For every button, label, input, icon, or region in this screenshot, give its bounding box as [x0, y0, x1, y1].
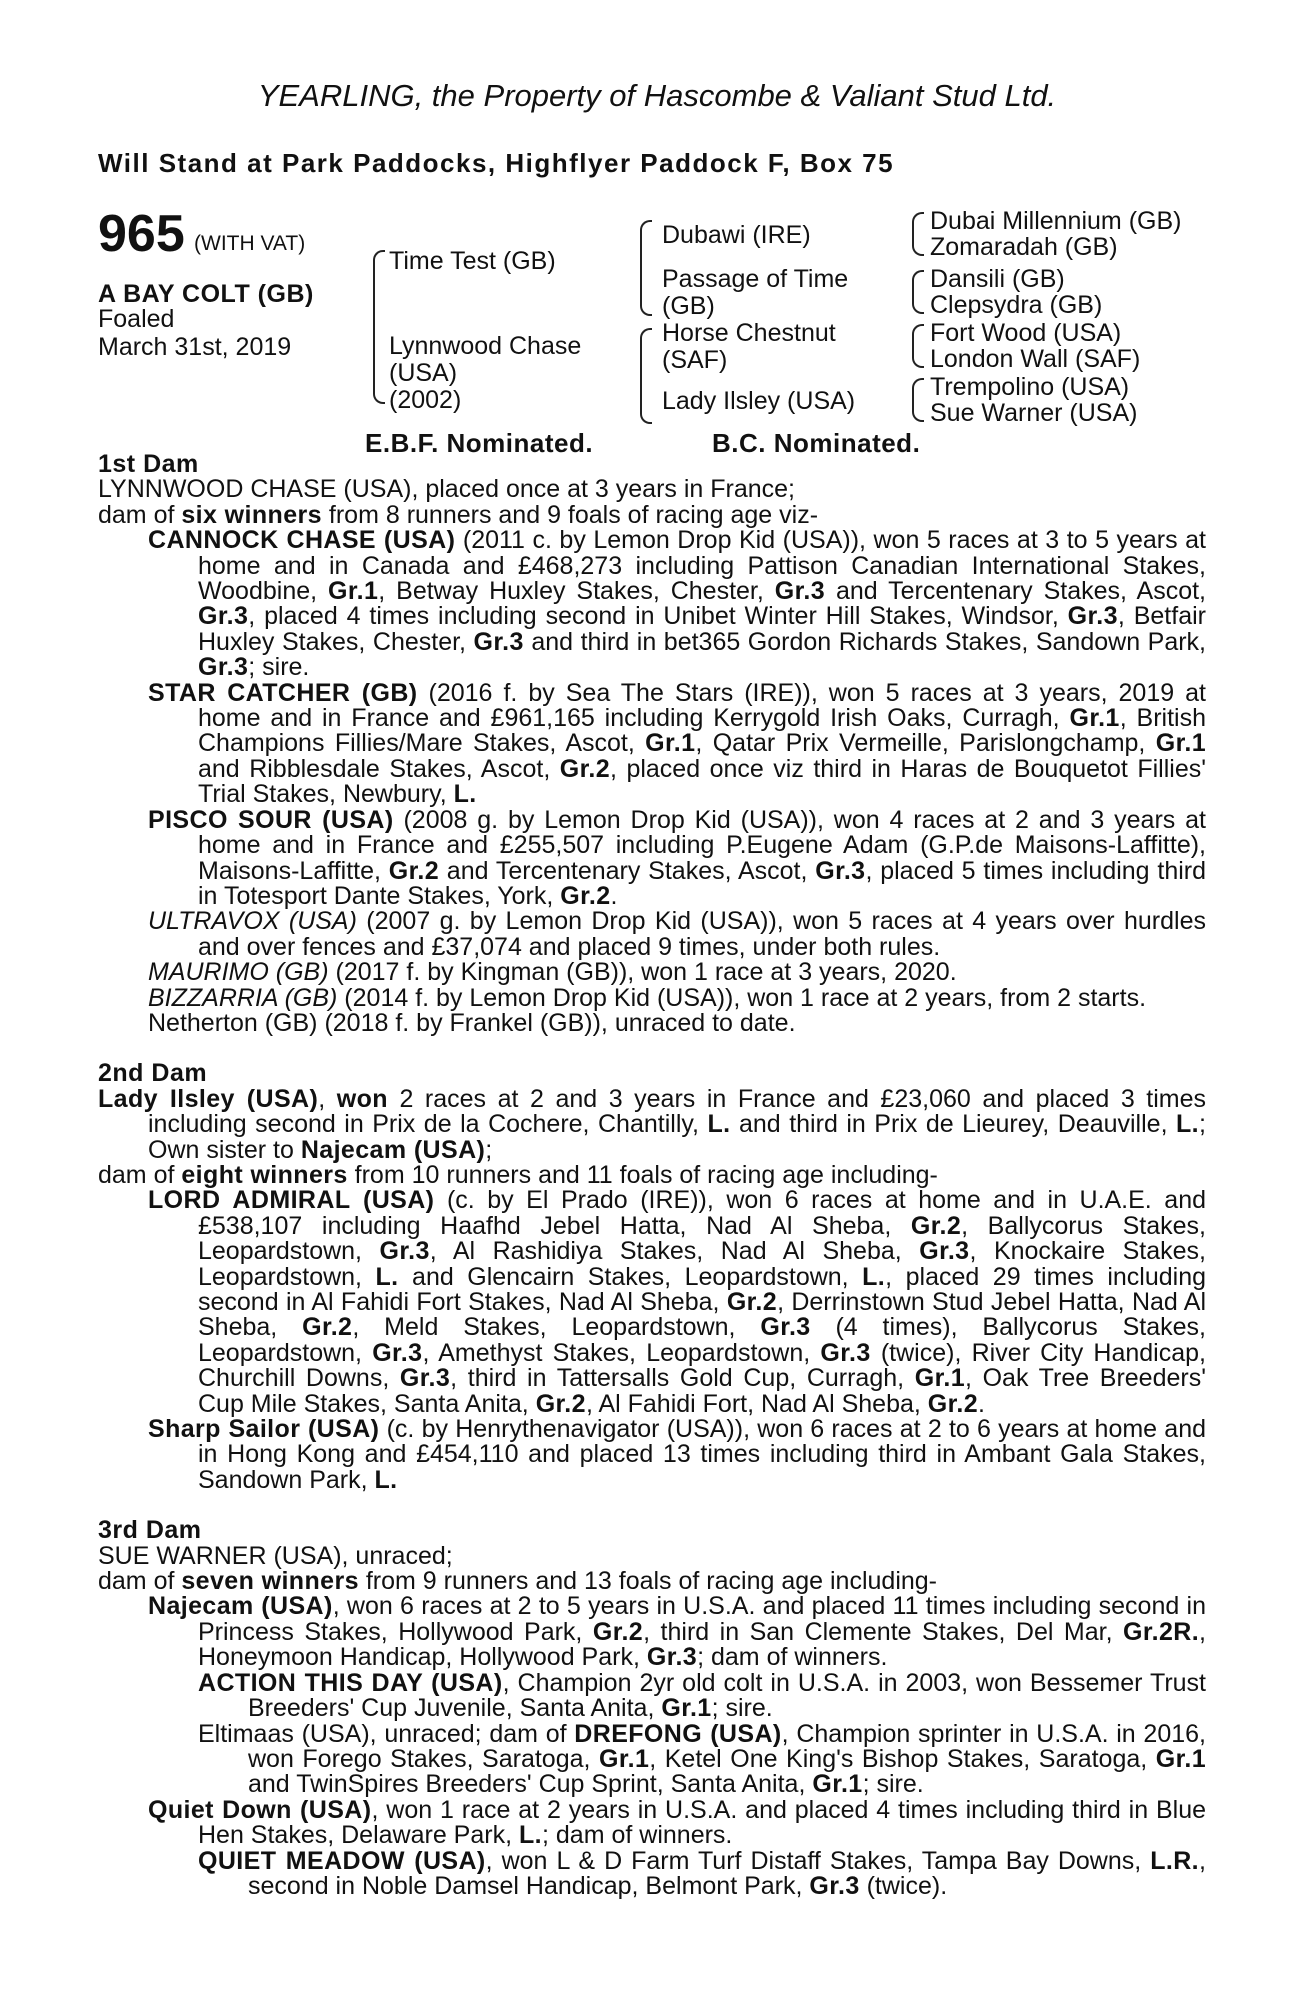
- foaled-date: March 31st, 2019: [98, 333, 292, 361]
- list-item: Sharp Sailor (USA) (c. by Henrythenavigator (USA)), won 6 races at 2 to 6 years at home and in Hong Kong and £454,110 and placed 13 times including third in Ambant Gala Stakes, Sandown Park, L.: [148, 1415, 1206, 1494]
- list-item: Eltimaas (USA), unraced; dam of DREFONG (USA), Champion sprinter in U.S.A. in 2016, won Forego Stakes, Saratoga, Gr.1, Ketel One King's Bishop Stakes, Saratoga, Gr.1 and TwinSpires Breeders' Cup Sprint, Santa Anita, Gr.1; sire.: [198, 1719, 1206, 1799]
- ggs-3: Dansili (GB): [930, 265, 1065, 293]
- second-dam-title: 2nd Dam: [98, 1059, 208, 1088]
- sire-sire: Dubawi (IRE): [662, 221, 811, 249]
- list-item: MAURIMO (GB) (2017 f. by Kingman (GB)), won 1 race at 3 years, 2020.: [148, 958, 957, 987]
- list-item: QUIET MEADOW (USA), won L & D Farm Turf Distaff Stakes, Tampa Bay Downs, L.R., second in Noble Damsel Handicap, Belmont Park, Gr.3 (twice).: [198, 1846, 1206, 1900]
- list-item: STAR CATCHER (GB) (2016 f. by Sea The Stars (IRE)), won 5 races at 3 years, 2019 at home and in France and £961,165 including Kerrygold Irish Oaks, Curragh, Gr.1, British Champions Fillies/Mare Stakes, Ascot, Gr.1, Qatar Prix Vermeille, Parislongchamp, Gr.1 and Ribblesdale Stakes, Ascot, Gr.2, placed once viz third in Haras de Bouquetot Fillies' Trial Stakes, Newbury, L.: [148, 678, 1206, 809]
- ggs-6: London Wall (SAF): [930, 345, 1141, 373]
- list-item: Netherton (GB) (2018 f. by Frankel (GB)), unraced to date.: [148, 1008, 796, 1037]
- ggs-4: Clepsydra (GB): [930, 291, 1103, 319]
- foaled-info: [98, 305, 291, 361]
- ebf-nominated: E.B.F. Nominated.: [365, 428, 594, 458]
- sire-dam: [662, 266, 848, 320]
- sire-dam-brace-icon: [373, 250, 385, 404]
- lot-number: 965: [98, 205, 185, 263]
- dam-sire-line1: Horse Chestnut: [662, 319, 836, 347]
- list-item: ACTION THIS DAY (USA), Champion 2yr old colt in U.S.A. in 2003, won Bessemer Trust Breeders' Cup Juvenile, Santa Anita, Gr.1; sire.: [198, 1668, 1206, 1723]
- ggs-5: Fort Wood (USA): [930, 319, 1122, 347]
- third-dam-line: SUE WARNER (USA), unraced;: [98, 1541, 453, 1570]
- foaled-label: Foaled: [98, 305, 175, 333]
- ggs-1: Dubai Millennium (GB): [930, 207, 1182, 235]
- list-item: Najecam (USA), won 6 races at 2 to 5 years in U.S.A. and placed 11 times including second in Princess Stakes, Hollywood Park, Gr.2, third in San Clemente Stakes, Del Mar, Gr.2R., Honeymoon Handicap, Hollywood Park, Gr.3; dam of winners.: [148, 1592, 1206, 1672]
- sire-dam-line2: (GB): [662, 292, 715, 320]
- stand-location: Will Stand at Park Paddocks, Highflyer Paddock F, Box 75: [98, 148, 895, 178]
- ggs-2: Zomaradah (GB): [930, 233, 1118, 261]
- list-item: CANNOCK CHASE (USA) (2011 c. by Lemon Drop Kid (USA)), won 5 races at 3 to 5 years at home and in Canada and £468,273 including Pattison Canadian International Stakes, Woodbine, Gr.1, Betway Huxley Stakes, Chester, Gr.3 and Tercentenary Stakes, Ascot, Gr.3, placed 4 times including second in Unibet Winter Hill Stakes, Windsor, Gr.3, Betfair Huxley Stakes, Chester, Gr.3 and third in bet365 Gordon Richards Stakes, Sandown Park, Gr.3; sire.: [148, 526, 1206, 682]
- gs4-brace-icon: [912, 378, 924, 422]
- ggs-8: Sue Warner (USA): [930, 399, 1138, 427]
- dam-sire-line2: (SAF): [662, 346, 728, 374]
- list-item: LORD ADMIRAL (USA) (c. by El Prado (IRE)), won 6 races at home and in U.A.E. and £538,107 including Haafhd Jebel Hatta, Nad Al Sheba, Gr.2, Ballycorus Stakes, Leopardstown, Gr.3, Al Rashidiya Stakes, Nad Al Sheba, Gr.3, Knockaire Stakes, Leopardstown, L. and Glencairn Stakes, Leopardstown, L., placed 29 times including second in Al Fahidi Fort Stakes, Nad Al Sheba, Gr.2, Derrinstown Stud Jebel Hatta, Nad Al Sheba, Gr.2, Meld Stakes, Leopardstown, Gr.3 (4 times), Ballycorus Stakes, Leopardstown, Gr.3, Amethyst Stakes, Leopardstown, Gr.3 (twice), River City Handicap, Churchill Downs, Gr.3, third in Tattersalls Gold Cup, Curragh, Gr.1, Oak Tree Breeders' Cup Mile Stakes, Santa Anita, Gr.2, Al Fahidi Fort, Nad Al Sheba, Gr.2.: [148, 1186, 1207, 1418]
- first-dam-produce: dam of six winners from 8 runners and 9 foals of racing age viz-: [98, 500, 819, 529]
- dam-year-line: (2002): [389, 386, 462, 414]
- vat-label: (WITH VAT): [194, 232, 306, 255]
- ggs-7: Trempolino (USA): [930, 373, 1130, 401]
- bc-nominated: B.C. Nominated.: [712, 428, 921, 458]
- list-item: ULTRAVOX (USA) (2007 g. by Lemon Drop Kid (USA)), won 5 races at 4 years over hurdles and over fences and £37,074 and placed 9 times, under both rules.: [148, 907, 1206, 961]
- dam-country-line: (USA): [389, 359, 458, 387]
- gs3-brace-icon: [912, 324, 924, 368]
- dam-sire: [662, 320, 836, 374]
- dam: [389, 333, 581, 414]
- dam-dam: Lady Ilsley (USA): [662, 387, 856, 415]
- first-dam-line: LYNNWOOD CHASE (USA), placed once at 3 years in France;: [98, 475, 795, 504]
- list-item: Quiet Down (USA), won 1 race at 2 years in U.S.A. and placed 4 times including third in Blue Hen Stakes, Delaware Park, L.; dam of winners.: [148, 1795, 1206, 1850]
- gs2-brace-icon: [912, 270, 924, 314]
- dam-parents-brace-icon: [640, 328, 652, 424]
- catalogue-body: [98, 452, 1206, 1899]
- horse-name: A BAY COLT (GB): [98, 280, 314, 308]
- first-dam-title: 1st Dam: [98, 450, 199, 478]
- page-title: YEARLING, the Property of Hascombe & Valiant Stud Ltd.: [257, 78, 1057, 113]
- third-dam-produce: dam of seven winners from 9 runners and 13 foals of racing age including-: [98, 1567, 938, 1596]
- dam-name-line: Lynnwood Chase: [389, 332, 582, 360]
- sire: Time Test (GB): [389, 247, 556, 275]
- third-dam-title: 3rd Dam: [98, 1516, 202, 1545]
- second-dam-line: Lady Ilsley (USA), won 2 races at 2 and 3 years in France and £23,060 and placed 3 times including second in Prix de la Cochere, Chantilly, L. and third in Prix de Lieurey, Deauville, L.; Own sister to Najecam (USA);: [98, 1084, 1206, 1164]
- list-item: BIZZARRIA (GB) (2014 f. by Lemon Drop Kid (USA)), won 1 race at 2 years, from 2 starts.: [148, 983, 1147, 1012]
- gs1-brace-icon: [912, 212, 924, 256]
- list-item: PISCO SOUR (USA) (2008 g. by Lemon Drop Kid (USA)), won 4 races at 2 and 3 years at home and in France and £255,507 including P.Eugene Adam (G.P.de Maisons-Laffitte), Maisons-Laffitte, Gr.2 and Tercentenary Stakes, Ascot, Gr.3, placed 5 times including third in Totesport Dante Stakes, York, Gr.2.: [148, 805, 1207, 910]
- sire-parents-brace-icon: [640, 220, 652, 316]
- sire-dam-line1: Passage of Time: [662, 265, 849, 293]
- second-dam-produce: dam of eight winners from 10 runners and 11 foals of racing age including-: [98, 1160, 938, 1189]
